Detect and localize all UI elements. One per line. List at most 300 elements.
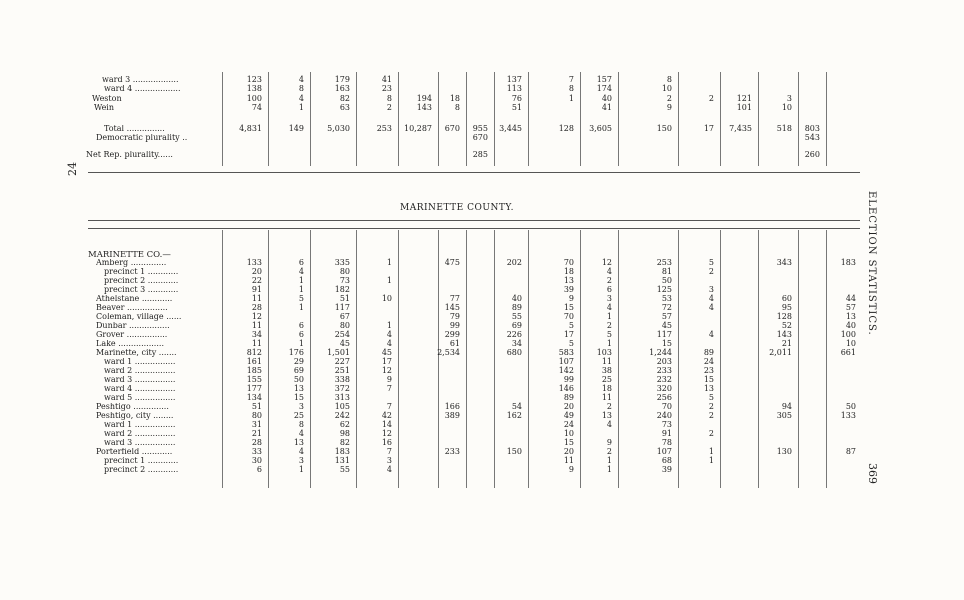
table-cell: 251 [334,366,350,375]
column-rule [528,72,529,166]
table-cell: 233 [444,447,460,456]
table-cell: 1 [386,276,392,285]
table-cell: 28 [251,303,262,312]
table-cell: 4,831 [239,124,262,133]
table-cell: 7 [386,447,392,456]
row-label: Lake .................. [96,340,164,348]
table-cell: 60 [781,294,792,303]
table-cell: 80 [251,411,262,420]
table-cell: 2 [708,429,714,438]
table-cell: 39 [661,465,672,474]
table-cell: 94 [781,402,792,411]
table-cell: 39 [563,285,574,294]
row-label: Peshtigo, city ........ [96,412,174,420]
table-cell: 3,445 [499,124,522,133]
table-cell: 55 [339,465,350,474]
row-label: Grover ................ [96,331,168,339]
table-cell: 13 [293,384,304,393]
row-label: ward 2 ................ [104,367,176,375]
table-cell: 70 [563,312,574,321]
table-cell: 10 [661,84,672,93]
table-cell: 10 [781,103,792,112]
table-cell: 13 [845,312,856,321]
table-cell: 30 [251,456,262,465]
table-cell: 232 [656,375,672,384]
table-cell: 67 [339,312,350,321]
column-rule [678,72,679,166]
table-cell: 4 [386,465,392,474]
table-cell: 2 [606,447,612,456]
table-cell: 343 [776,258,792,267]
table-cell: 123 [246,75,262,84]
table-cell: 1 [386,321,392,330]
table-cell: 117 [334,303,350,312]
table-cell: 121 [736,94,752,103]
table-cell: 24 [703,357,714,366]
table-cell: 1 [606,456,612,465]
table-cell: 57 [845,303,856,312]
table-cell: 51 [511,103,522,112]
table-cell: 475 [444,258,460,267]
column-rule [618,230,619,488]
table-cell: 50 [845,402,856,411]
table-cell: 11 [601,357,612,366]
table-cell: 1 [568,94,574,103]
table-cell: 145 [444,303,460,312]
table-cell: 5 [708,393,714,402]
table-cell: 82 [339,438,350,447]
table-cell: 162 [506,411,522,420]
table-cell: 91 [661,429,672,438]
table-cell: 5 [298,294,304,303]
side-title: ELECTION STATISTICS. [866,191,877,336]
table-cell: 1 [708,456,714,465]
table-cell: 812 [246,348,262,357]
table-cell: 40 [511,294,522,303]
table-cell: 1,501 [327,348,350,357]
table-cell: 31 [251,420,262,429]
table-cell: 128 [558,124,574,133]
table-cell: 78 [661,438,672,447]
table-cell: 803 [804,124,820,133]
table-cell: 17 [703,124,714,133]
table-cell: 100 [246,94,262,103]
table-cell: 194 [416,94,432,103]
table-cell: 107 [558,357,574,366]
table-cell: 62 [339,420,350,429]
row-label: Wein [94,104,115,112]
table-cell: 9 [568,294,574,303]
table-cell: 45 [661,321,672,330]
table-cell: 2 [606,276,612,285]
table-cell: 45 [381,348,392,357]
row-label: ward 2 ................ [104,430,176,438]
table-cell: 49 [563,411,574,420]
table-cell: 143 [776,330,792,339]
page-number: 369 [866,463,879,484]
row-label: precinct 1 ............ [104,457,179,465]
column-rule [720,230,721,488]
county-header: MARINETTE CO.— [88,250,171,260]
table-cell: 4 [386,339,392,348]
column-rule [222,230,223,488]
table-cell: 955 [472,124,488,133]
table-cell: 7 [386,384,392,393]
table-cell: 17 [381,357,392,366]
table-cell: 4 [606,420,612,429]
table-cell: 183 [334,447,350,456]
row-label: Total ............... [104,125,165,133]
row-label: Beaver ................ [96,304,168,312]
table-cell: 41 [381,75,392,84]
table-cell: 6 [256,465,262,474]
table-cell: 227 [334,357,350,366]
table-cell: 256 [656,393,672,402]
table-cell: 372 [334,384,350,393]
table-cell: 28 [251,438,262,447]
table-cell: 2 [606,321,612,330]
table-cell: 8 [666,75,672,84]
table-cell: 21 [781,339,792,348]
row-label: Democratic plurality .. [96,134,188,142]
table-cell: 18 [449,94,460,103]
table-cell: 185 [246,366,262,375]
table-cell: 51 [251,402,262,411]
table-cell: 6 [298,258,304,267]
table-cell: 3 [786,94,792,103]
table-cell: 61 [449,339,460,348]
row-label: precinct 2 ............ [104,466,179,474]
table-cell: 4 [298,447,304,456]
table-cell: 51 [339,294,350,303]
table-cell: 163 [334,84,350,93]
table-cell: 9 [666,103,672,112]
table-cell: 680 [506,348,522,357]
table-cell: 583 [558,348,574,357]
table-cell: 10 [845,339,856,348]
table-cell: 101 [736,103,752,112]
table-cell: 1 [606,339,612,348]
table-cell: 38 [601,366,612,375]
table-cell: 57 [661,312,672,321]
table-cell: 68 [661,456,672,465]
table-cell: 128 [776,312,792,321]
table-cell: 50 [661,276,672,285]
table-cell: 389 [444,411,460,420]
row-label: ward 5 ................ [104,394,176,402]
table-cell: 2 [708,94,714,103]
row-label: ward 4 .................. [104,85,181,93]
table-cell: 10,287 [404,124,432,133]
top-bottom-rule [88,172,860,173]
table-cell: 107 [656,447,672,456]
table-cell: 18 [563,267,574,276]
row-label: Marinette, city ....... [96,349,177,357]
table-cell: 177 [246,384,262,393]
column-rule [720,72,721,166]
table-cell: 2,534 [437,348,460,357]
table-cell: 8 [298,84,304,93]
table-cell: 73 [339,276,350,285]
table-cell: 670 [444,124,460,133]
table-cell: 8 [386,94,392,103]
table-cell: 150 [506,447,522,456]
table-cell: 142 [558,366,574,375]
table-cell: 33 [251,447,262,456]
table-cell: 179 [334,75,350,84]
table-cell: 15 [661,339,672,348]
row-label: ward 3 ................ [104,439,176,447]
table-cell: 16 [381,438,392,447]
table-cell: 2 [606,402,612,411]
table-cell: 11 [251,294,262,303]
table-cell: 1 [298,303,304,312]
table-cell: 6 [298,330,304,339]
table-cell: 260 [804,150,820,159]
table-cell: 24 [563,420,574,429]
table-cell: 133 [246,258,262,267]
table-cell: 5 [568,339,574,348]
table-cell: 149 [288,124,304,133]
table-cell: 15 [563,438,574,447]
table-cell: 17 [563,330,574,339]
table-cell: 203 [656,357,672,366]
table-cell: 9 [606,438,612,447]
table-cell: 52 [781,321,792,330]
page-title: MARINETTE COUNTY. [400,203,514,213]
table-cell: 13 [703,384,714,393]
column-rule [798,230,799,488]
table-cell: 3 [386,456,392,465]
table-cell: 2 [708,411,714,420]
table-cell: 7 [568,75,574,84]
table-cell: 150 [656,124,672,133]
table-cell: 45 [339,339,350,348]
table-cell: 226 [506,330,522,339]
table-cell: 670 [472,133,488,142]
table-cell: 2 [666,94,672,103]
table-cell: 4 [298,267,304,276]
row-label: precinct 3 ............ [104,286,179,294]
table-cell: 23 [703,366,714,375]
table-cell: 11 [601,393,612,402]
header-rule [88,220,860,221]
table-cell: 10 [381,294,392,303]
table-cell: 1 [298,103,304,112]
column-rule [758,72,759,166]
table-cell: 1 [298,276,304,285]
table-cell: 138 [246,84,262,93]
table-cell: 5 [568,321,574,330]
table-cell: 1,244 [649,348,672,357]
table-cell: 1 [606,312,612,321]
table-cell: 543 [804,133,820,142]
table-cell: 81 [661,267,672,276]
table-cell: 8 [454,103,460,112]
table-cell: 320 [656,384,672,393]
table-cell: 1 [298,285,304,294]
table-cell: 3 [708,285,714,294]
table-cell: 14 [381,420,392,429]
table-cell: 98 [339,429,350,438]
table-cell: 80 [339,267,350,276]
table-cell: 103 [596,348,612,357]
table-cell: 89 [511,303,522,312]
table-cell: 134 [246,393,262,402]
row-label: precinct 1 ............ [104,268,179,276]
table-cell: 41 [601,103,612,112]
table-cell: 4 [298,429,304,438]
table-cell: 338 [334,375,350,384]
table-cell: 161 [246,357,262,366]
table-cell: 74 [251,103,262,112]
table-cell: 2 [708,267,714,276]
row-label: Amberg .............. [96,259,167,267]
table-cell: 73 [661,420,672,429]
row-label: ward 3 .................. [102,76,179,84]
table-cell: 5 [708,258,714,267]
table-cell: 130 [776,447,792,456]
table-cell: 89 [703,348,714,357]
table-cell: 4 [708,330,714,339]
table-cell: 6 [606,285,612,294]
row-label: Weston [92,95,122,103]
table-cell: 253 [376,124,392,133]
row-label: Porterfield ............ [96,448,173,456]
table-cell: 22 [251,276,262,285]
row-label: Athelstane ............ [96,295,173,303]
table-cell: 13 [601,411,612,420]
table-cell: 80 [339,321,350,330]
table-cell: 4 [708,303,714,312]
row-label: Dunbar ................ [96,322,170,330]
table-cell: 133 [840,411,856,420]
table-cell: 3 [298,402,304,411]
table-cell: 50 [293,375,304,384]
table-cell: 70 [661,402,672,411]
table-cell: 18 [601,384,612,393]
table-cell: 183 [840,258,856,267]
table-cell: 12 [381,429,392,438]
table-cell: 157 [596,75,612,84]
table-cell: 117 [656,330,672,339]
table-cell: 174 [596,84,612,93]
table-cell: 91 [251,285,262,294]
table-cell: 6 [298,321,304,330]
table-cell: 77 [449,294,460,303]
table-cell: 5 [606,330,612,339]
table-cell: 4 [606,267,612,276]
column-rule [398,72,399,166]
table-cell: 1 [606,465,612,474]
column-rule [826,72,827,166]
table-cell: 4 [708,294,714,303]
table-cell: 182 [334,285,350,294]
column-rule [310,230,311,488]
table-cell: 99 [449,321,460,330]
table-cell: 5,030 [327,124,350,133]
page-mark: 24 [66,162,79,176]
table-cell: 55 [511,312,522,321]
table-cell: 137 [506,75,522,84]
table-cell: 44 [845,294,856,303]
table-cell: 72 [661,303,672,312]
table-cell: 661 [840,348,856,357]
table-cell: 11 [251,339,262,348]
table-cell: 146 [558,384,574,393]
table-cell: 42 [381,411,392,420]
table-cell: 313 [334,393,350,402]
table-cell: 254 [334,330,350,339]
table-cell: 34 [511,339,522,348]
table-cell: 1 [708,447,714,456]
table-cell: 89 [563,393,574,402]
column-rule [310,72,311,166]
table-cell: 2 [708,402,714,411]
table-cell: 11 [251,321,262,330]
table-cell: 3 [298,456,304,465]
table-cell: 233 [656,366,672,375]
column-rule [466,230,467,488]
table-cell: 12 [251,312,262,321]
table-cell: 82 [339,94,350,103]
table-cell: 253 [656,258,672,267]
table-cell: 20 [251,267,262,276]
row-label: ward 3 ................ [104,376,176,384]
table-cell: 1 [298,339,304,348]
table-cell: 4 [386,330,392,339]
table-cell: 13 [293,438,304,447]
table-cell: 15 [293,393,304,402]
table-cell: 125 [656,285,672,294]
column-rule [528,230,529,488]
table-cell: 1 [386,258,392,267]
table-cell: 70 [563,258,574,267]
row-label: ward 1 ................ [104,421,176,429]
row-label: Peshtigo .............. [96,403,169,411]
table-cell: 40 [601,94,612,103]
column-rule [222,72,223,166]
table-cell: 76 [511,94,522,103]
table-cell: 29 [293,357,304,366]
table-cell: 9 [568,465,574,474]
table-cell: 12 [601,258,612,267]
table-cell: 176 [288,348,304,357]
table-cell: 79 [449,312,460,321]
table-cell: 518 [776,124,792,133]
column-rule [398,230,399,488]
header-rule [88,228,860,229]
table-cell: 12 [381,366,392,375]
table-cell: 20 [563,402,574,411]
table-cell: 4 [298,94,304,103]
row-label: precinct 2 ............ [104,277,179,285]
table-cell: 3 [606,294,612,303]
row-label: ward 4 ................ [104,385,176,393]
column-rule [618,72,619,166]
table-cell: 8 [298,420,304,429]
table-cell: 21 [251,429,262,438]
table-cell: 7 [386,402,392,411]
table-cell: 7,435 [729,124,752,133]
table-cell: 10 [563,429,574,438]
table-cell: 20 [563,447,574,456]
table-cell: 8 [568,84,574,93]
table-cell: 40 [845,321,856,330]
row-label: Coleman, village ...... [96,313,182,321]
table-cell: 15 [563,303,574,312]
column-rule [438,72,439,166]
